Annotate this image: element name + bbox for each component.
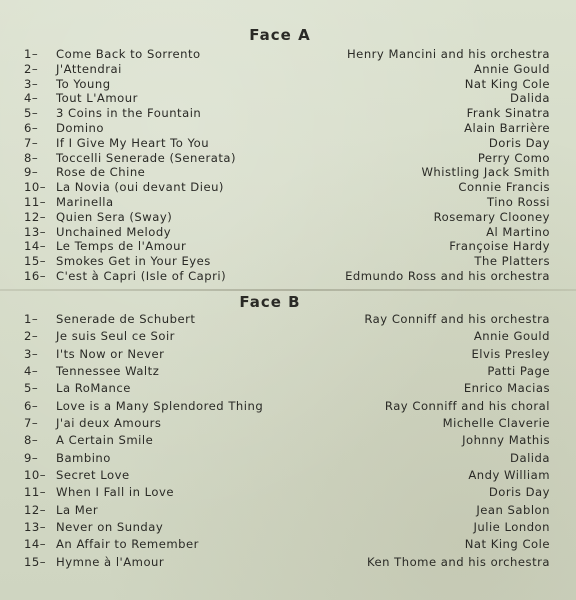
- track-row: [24, 62, 550, 77]
- track-title: Smokes Get in Your Eyes: [56, 254, 211, 269]
- track-artist: Frank Sinatra: [466, 106, 550, 121]
- track-left: [24, 136, 209, 151]
- track-title: Tennessee Waltz: [56, 364, 160, 379]
- track-left: [24, 77, 111, 92]
- track-artist: Elvis Presley: [471, 346, 550, 361]
- track-row: [24, 91, 550, 106]
- track-left: [24, 106, 201, 121]
- track-left: [24, 62, 122, 77]
- face-a-tracklist: [24, 47, 550, 284]
- track-title: When I Fall in Love: [56, 485, 175, 500]
- track-artist: Jean Sablon: [476, 502, 550, 517]
- track-number: 11–: [24, 194, 47, 209]
- track-number: 12–: [24, 209, 47, 224]
- face-a-title: Face A: [249, 26, 311, 44]
- track-title: J'Attendrai: [56, 61, 122, 76]
- track-row: [24, 450, 550, 467]
- track-row: [24, 328, 550, 345]
- track-number: 4–: [24, 91, 39, 106]
- track-left: [24, 536, 199, 553]
- track-number: 13–: [24, 520, 47, 535]
- track-artist: Johnny Mathis: [462, 433, 550, 448]
- track-number: 10–: [24, 180, 47, 195]
- track-row: [24, 346, 550, 363]
- track-row: [24, 519, 550, 536]
- track-title: Secret Love: [56, 468, 130, 483]
- track-title: Je suis Seul ce Soir: [56, 329, 175, 344]
- track-left: [24, 415, 161, 432]
- track-title: Quien Sera (Sway): [56, 209, 173, 224]
- track-artist: Nat King Cole: [464, 537, 550, 552]
- track-title: Hymne à l'Amour: [56, 554, 165, 569]
- track-number: 2–: [24, 61, 39, 76]
- face-b-tracklist: [24, 311, 550, 571]
- track-row: [24, 47, 550, 62]
- track-title: J'ai deux Amours: [56, 416, 162, 431]
- track-artist: Annie Gould: [473, 329, 550, 344]
- track-artist: Patti Page: [487, 364, 550, 379]
- track-row: [24, 502, 550, 519]
- track-left: [24, 467, 130, 484]
- track-left: [24, 210, 172, 225]
- track-row: [24, 398, 550, 415]
- track-title: Bambino: [56, 450, 111, 465]
- track-left: [24, 180, 224, 195]
- track-row: [24, 432, 550, 449]
- track-artist: Rosemary Clooney: [433, 209, 550, 224]
- track-row: [24, 239, 550, 254]
- track-artist: Tino Rossi: [486, 194, 550, 209]
- track-title: Marinella: [56, 194, 114, 209]
- track-number: 1–: [24, 47, 39, 61]
- track-number: 11–: [24, 485, 47, 500]
- track-left: [24, 484, 174, 501]
- track-left: [24, 91, 138, 106]
- track-row: [24, 554, 550, 571]
- track-left: [24, 269, 226, 284]
- track-title: Come Back to Sorrento: [56, 47, 201, 61]
- track-number: 9–: [24, 450, 39, 465]
- track-title: Domino: [56, 120, 104, 135]
- track-number: 5–: [24, 381, 39, 396]
- track-left: [24, 151, 236, 166]
- track-number: 12–: [24, 502, 47, 517]
- track-title: If I Give My Heart To You: [56, 135, 210, 150]
- track-row: [24, 77, 550, 92]
- track-number: 16–: [24, 268, 47, 283]
- track-number: 15–: [24, 554, 47, 569]
- track-left: [24, 311, 195, 328]
- track-left: [24, 328, 175, 345]
- track-row: [24, 363, 550, 380]
- track-row: [24, 195, 550, 210]
- track-artist: Françoise Hardy: [449, 239, 550, 254]
- track-title: I'ts Now or Never: [56, 346, 165, 361]
- track-left: [24, 346, 164, 363]
- track-title: Le Temps de l'Amour: [56, 239, 187, 254]
- track-title: Never on Sunday: [56, 520, 164, 535]
- track-left: [24, 195, 114, 210]
- track-artist: Ken Thome and his orchestra: [366, 554, 550, 569]
- track-row: [24, 225, 550, 240]
- track-row: [24, 380, 550, 397]
- track-row: [24, 484, 550, 501]
- track-artist: Ray Conniff and his choral: [384, 398, 550, 413]
- track-row: [24, 106, 550, 121]
- track-row: [24, 121, 550, 136]
- track-left: [24, 121, 104, 136]
- track-title: To Young: [56, 76, 111, 91]
- track-title: Unchained Melody: [56, 224, 172, 239]
- track-artist: Henry Mancini and his orchestra: [346, 47, 550, 61]
- track-artist: Ray Conniff and his orchestra: [364, 312, 550, 326]
- track-left: [24, 47, 201, 62]
- track-left: [24, 432, 153, 449]
- track-number: 3–: [24, 346, 39, 361]
- track-number: 15–: [24, 254, 47, 269]
- track-number: 7–: [24, 416, 39, 431]
- track-title: Rose de Chine: [56, 165, 146, 180]
- track-artist: Julie London: [473, 520, 550, 535]
- track-title: Senerade de Schubert: [56, 312, 196, 326]
- track-title: La Mer: [56, 502, 99, 517]
- track-left: [24, 165, 145, 180]
- track-row: [24, 151, 550, 166]
- track-number: 2–: [24, 329, 39, 344]
- track-row: [24, 180, 550, 195]
- track-number: 6–: [24, 398, 39, 413]
- track-artist: Dalida: [510, 450, 550, 465]
- track-left: [24, 398, 263, 415]
- track-artist: Edmundo Ross and his orchestra: [345, 268, 550, 283]
- track-left: [24, 254, 211, 269]
- paper-fold-crease: [0, 289, 576, 291]
- track-left: [24, 239, 186, 254]
- track-number: 4–: [24, 364, 39, 379]
- track-title: 3 Coins in the Fountain: [56, 106, 202, 121]
- track-row: [24, 136, 550, 151]
- track-number: 14–: [24, 239, 47, 254]
- track-left: [24, 380, 131, 397]
- track-artist: Andy William: [468, 468, 550, 483]
- face-b-title: Face B: [239, 293, 301, 311]
- track-title: La RoMance: [56, 381, 131, 396]
- track-row: [24, 311, 550, 328]
- track-artist: Connie Francis: [458, 180, 550, 195]
- track-artist: Nat King Cole: [464, 76, 550, 91]
- track-number: 7–: [24, 135, 39, 150]
- track-number: 3–: [24, 76, 39, 91]
- track-title: Toccelli Senerade (Senerata): [56, 150, 236, 165]
- track-title: Tout L'Amour: [56, 91, 138, 106]
- track-number: 9–: [24, 165, 39, 180]
- track-artist: Dalida: [510, 91, 550, 106]
- track-title: C'est à Capri (Isle of Capri): [56, 268, 227, 283]
- track-artist: Doris Day: [488, 485, 550, 500]
- track-number: 14–: [24, 537, 47, 552]
- track-artist: The Platters: [474, 254, 550, 269]
- track-title: A Certain Smile: [56, 433, 154, 448]
- track-row: [24, 210, 550, 225]
- track-number: 8–: [24, 150, 39, 165]
- track-left: [24, 450, 111, 467]
- track-left: [24, 554, 164, 571]
- track-artist: Enrico Macias: [463, 381, 550, 396]
- track-number: 13–: [24, 224, 47, 239]
- track-artist: Alain Barrière: [464, 120, 550, 135]
- track-row: [24, 165, 550, 180]
- track-left: [24, 502, 98, 519]
- track-row: [24, 536, 550, 553]
- track-number: 10–: [24, 468, 47, 483]
- track-artist: Annie Gould: [473, 61, 550, 76]
- track-number: 6–: [24, 120, 39, 135]
- track-number: 1–: [24, 312, 39, 326]
- track-artist: Al Martino: [486, 224, 550, 239]
- track-row: [24, 415, 550, 432]
- track-number: 8–: [24, 433, 39, 448]
- track-left: [24, 519, 163, 536]
- track-title: Love is a Many Splendored Thing: [56, 398, 264, 413]
- track-title: An Affair to Remember: [56, 537, 199, 552]
- track-artist: Perry Como: [477, 150, 550, 165]
- track-left: [24, 225, 171, 240]
- track-number: 5–: [24, 106, 39, 121]
- track-artist: Whistling Jack Smith: [421, 165, 550, 180]
- track-row: [24, 467, 550, 484]
- track-left: [24, 363, 159, 380]
- track-row: [24, 254, 550, 269]
- track-artist: Doris Day: [488, 135, 550, 150]
- track-row: [24, 269, 550, 284]
- track-artist: Michelle Claverie: [442, 416, 550, 431]
- track-title: La Novia (oui devant Dieu): [56, 180, 224, 195]
